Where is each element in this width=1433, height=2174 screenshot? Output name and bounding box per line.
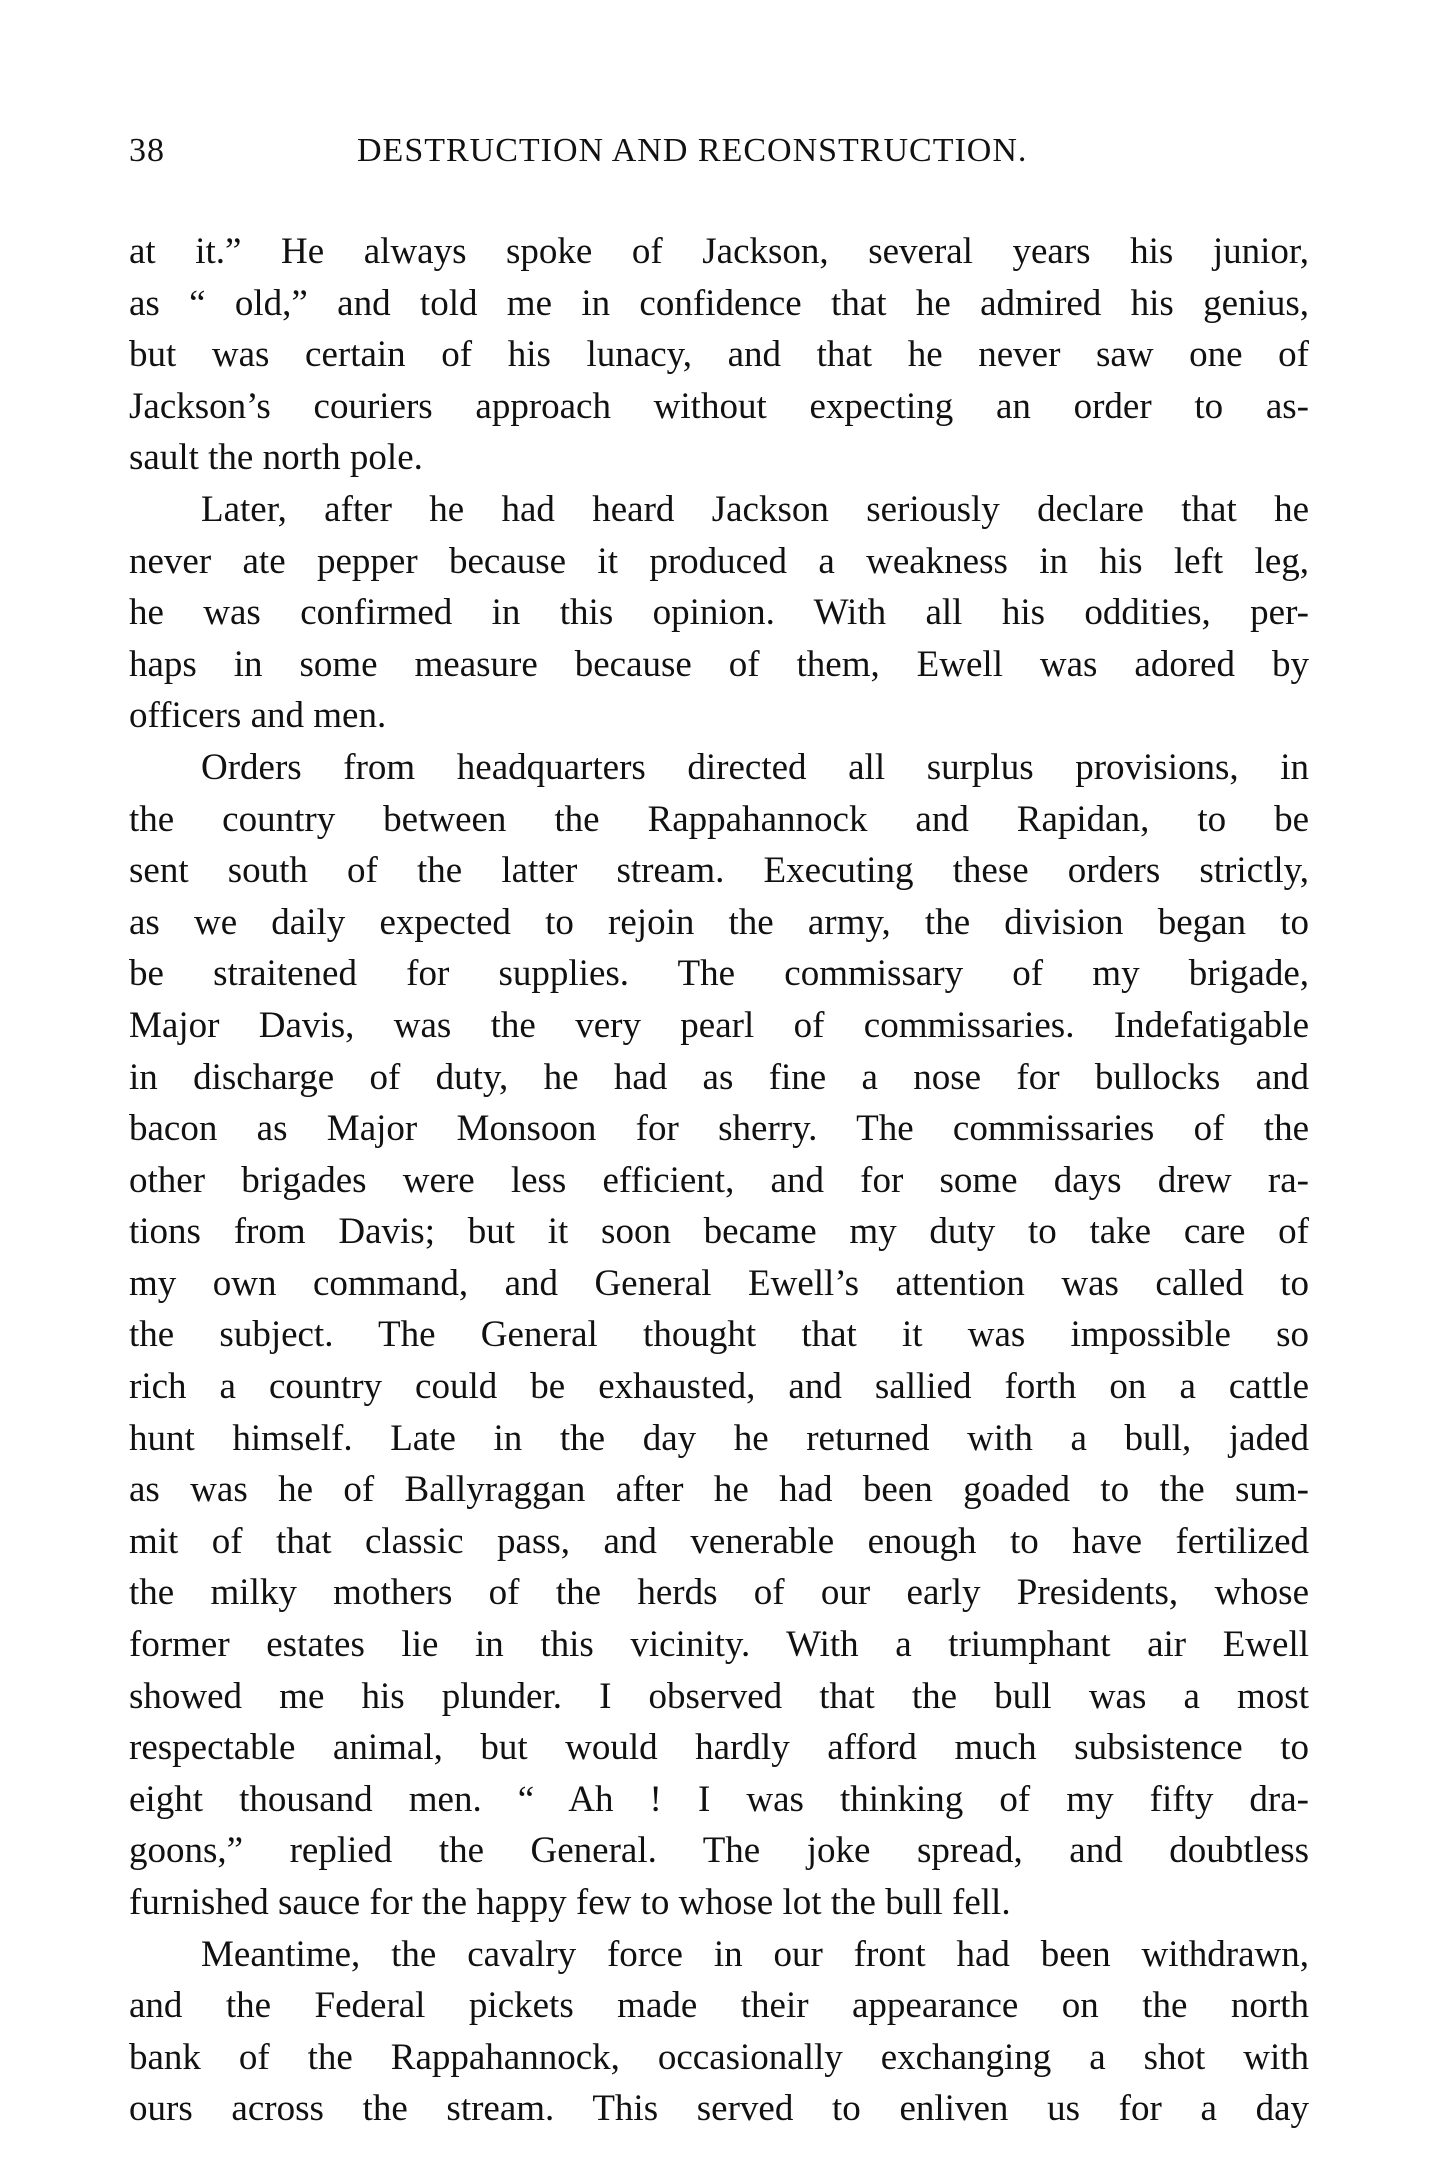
text-line: tions from Davis; but it soon became my duty to take care of [129,1211,1309,1253]
text-line: and the Federal pickets made their appearance on the north [129,1985,1309,2027]
text-line: furnished sauce for the happy few to whose lot the bull fell. [129,1882,1011,1923]
paragraph [129,226,1309,484]
text-line: as we daily expected to rejoin the army, the division began to [129,901,1309,943]
text-line: the milky mothers of the herds of our early Presidents, whose [129,1572,1309,1614]
text-line: showed me his plunder. I observed that the bull was a most [129,1675,1309,1717]
text-line: sent south of the latter stream. Executing these orders strictly, [129,850,1309,892]
text-line: never ate pepper because it produced a weakness in his left leg, [129,540,1309,582]
text-line: in discharge of duty, he had as fine a nose for bullocks and [129,1056,1309,1098]
text-line: respectable animal, but would hardly afford much subsistence to [129,1727,1309,1769]
text-line: the country between the Rappahannock and Rapidan, to be [129,798,1309,840]
text-line: ours across the stream. This served to enliven us for a day [129,2088,1309,2130]
text-line: haps in some measure because of them, Ewell was adored by [129,643,1309,685]
body-text [129,226,1309,2135]
text-line: Major Davis, was the very pearl of commissaries. Indefatigable [129,1004,1309,1046]
text-line: mit of that classic pass, and venerable enough to have fertilized [129,1520,1309,1562]
running-head [129,132,1309,182]
text-line: my own command, and General Ewell’s attention was called to [129,1262,1309,1304]
page-number: 38 [129,132,165,169]
text-line: as was he of Ballyraggan after he had been goaded to the sum- [129,1469,1309,1511]
paragraph [129,1929,1309,2135]
paragraph [129,742,1309,1929]
text-line: Jackson’s couriers approach without expecting an order to as- [129,385,1309,427]
text-line: bacon as Major Monsoon for sherry. The commissaries of the [129,1108,1309,1150]
running-title: DESTRUCTION AND RECONSTRUCTION. [357,132,1028,169]
text-line: Later, after he had heard Jackson seriously declare that he [201,488,1309,530]
text-line: the subject. The General thought that it was impossible so [129,1314,1309,1356]
book-page [129,132,1309,2135]
text-line: but was certain of his lunacy, and that he never saw one of [129,334,1309,376]
text-line: other brigades were less efficient, and for some days drew ra- [129,1159,1309,1201]
text-line: officers and men. [129,695,387,737]
text-line: bank of the Rappahannock, occasionally exchanging a shot with [129,2036,1309,2078]
text-line: eight thousand men. “ Ah ! I was thinking of my fifty dra- [129,1778,1309,1820]
text-line: Meantime, the cavalry force in our front had been withdrawn, [201,1933,1309,1975]
text-line: former estates lie in this vicinity. With a triumphant air Ewell [129,1624,1309,1666]
text-line: Orders from headquarters directed all surplus provisions, in [201,746,1309,788]
text-line: he was confirmed in this opinion. With all his oddities, per- [129,592,1309,634]
text-line: at it.” He always spoke of Jackson, several years his junior, [129,231,1309,272]
text-line: as “ old,” and told me in confidence that he admired his genius, [129,282,1309,324]
text-line: hunt himself. Late in the day he returned with a bull, jaded [129,1417,1309,1459]
text-line: be straitened for supplies. The commissary of my brigade, [129,953,1309,995]
text-line: goons,” replied the General. The joke spread, and doubtless [129,1830,1309,1872]
text-line: rich a country could be exhausted, and sallied forth on a cattle [129,1366,1309,1408]
paragraph [129,484,1309,742]
text-line: sault the north pole. [129,437,423,479]
